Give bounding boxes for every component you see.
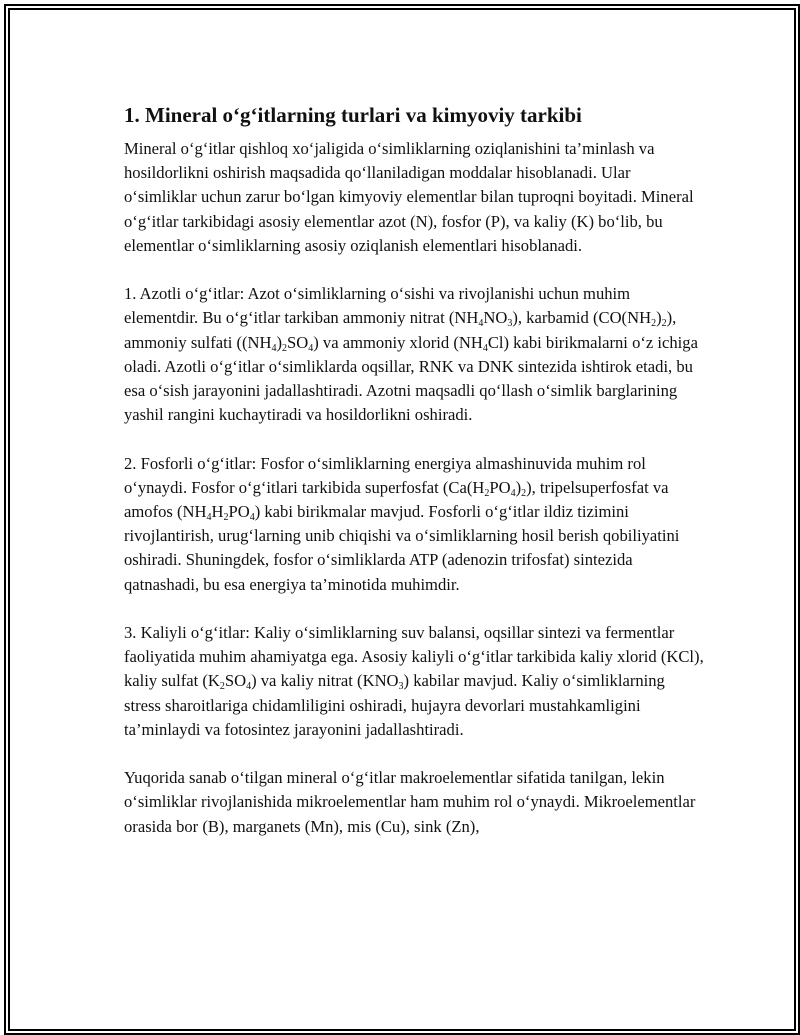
subscript: 4 — [271, 342, 277, 354]
document-body — [124, 100, 704, 863]
subscript: 4 — [249, 512, 255, 524]
subscript: 2 — [521, 487, 527, 499]
potassium-text: SO — [224, 671, 247, 691]
phosphorus-text: ) — [515, 477, 522, 497]
subscript: 3 — [398, 681, 404, 693]
phosphorus-text: PO — [489, 477, 511, 497]
potassium-text: ) kabilar mavjud. Kaliy o‘simliklarning stress sharoitlariga chidamliligini oshiradi, hujayra devorlari mustahkamligini ta’minlaydi va fotosintez jarayonini jadallashtiradi. — [124, 671, 665, 739]
subscript: 2 — [223, 512, 229, 524]
nitrogen-text: ), karbamid (CO(NH — [512, 308, 652, 328]
nitrogen-text: ) va ammoniy xlorid (NH — [313, 332, 483, 352]
subscript: 2 — [651, 318, 657, 330]
subscript: 4 — [308, 342, 314, 354]
potassium-text: 3. Kaliyli o‘g‘itlar: Kaliy o‘simliklarning suv balansi, oqsillar sintezi va fermentlar faoliyatida muhim ahamiyatga ega. Asosiy kaliyli o‘g‘itlar tarkibida kaliy xlorid (KCl), kaliy sulfat (K — [124, 623, 704, 691]
nitrogen-paragraph — [124, 282, 704, 427]
nitrogen-text: ), ammoniy sulfati ((NH — [124, 308, 677, 352]
phosphorus-text: H — [211, 502, 224, 522]
subscript: 4 — [206, 512, 212, 524]
nitrogen-text: ) — [276, 332, 283, 352]
subscript: 4 — [478, 318, 484, 330]
potassium-paragraph — [124, 621, 704, 742]
phosphorus-text: ) kabi birikmalar mavjud. Fosforli o‘g‘itlar ildiz tizimini rivojlantirish, urug‘larning unib chiqishi va o‘simliklarning hosil berish qobiliyatini oshiradi. Shuningdek, fosfor o‘simliklarda ATP (adenozin trifosfat) sintezida qatnashadi, bu esa energiya ta’minotida muhimdir. — [124, 502, 680, 594]
subscript: 4 — [510, 487, 516, 499]
closing-paragraph: Yuqorida sanab o‘tilgan mineral o‘g‘itlar makroelementlar sifatida tanilgan, lekin o‘simliklar rivojlanishida mikroelementlar ham muhim rol o‘ynaydi. Mikroelementlar orasida bor (B), marganets (Mn), mis (Cu), sink (Zn), — [124, 768, 696, 836]
subscript: 2 — [661, 318, 667, 330]
intro-paragraph: Mineral o‘g‘itlar qishloq xo‘jaligida o‘simliklarning oziqlanishini ta’minlash va hosildorlikni oshirish maqsadida qo‘llaniladigan moddalar hisoblanadi. Ular o‘simliklar uchun zarur bo‘lgan kimyoviy elementlar bilan tuproqni boyitadi. Mineral o‘g‘itlar tarkibidagi asosiy elementlar azot (N), fosfor (P), va kaliy (K) bo‘lib, bu elementlar o‘simliklarning asosiy oziqlanish elementlari hisoblanadi. — [124, 139, 694, 255]
subscript: 2 — [219, 681, 225, 693]
phosphorus-text: PO — [228, 502, 250, 522]
phosphorus-text: ), tripelsuperfosfat va amofos (NH — [124, 477, 669, 522]
subscript: 2 — [484, 487, 490, 499]
potassium-text: ) va kaliy nitrat (KNO — [251, 671, 399, 691]
subscript: 3 — [507, 318, 513, 330]
nitrogen-text: NO — [483, 308, 508, 328]
subscript: 2 — [282, 342, 288, 354]
nitrogen-text: Cl) kabi birikmalarni o‘z ichiga oladi. Azotli o‘g‘itlar o‘simliklarda oqsillar, RNK va DNK sintezida ishtirok etadi, bu esa o‘sish jarayonini jadallashtiradi. Azotni maqsadli qo‘llash o‘simlik barglarining yashil rangini kuchaytiradi va hosildorlikni oshiradi. — [124, 332, 698, 425]
page-border — [4, 4, 800, 1035]
subscript: 4 — [246, 681, 252, 693]
section-heading: 1. Mineral o‘g‘itlarning turlari va kimyoviy tarkibi — [124, 103, 582, 127]
subscript: 4 — [482, 342, 488, 354]
nitrogen-text: 1. Azotli o‘g‘itlar: Azot o‘simliklarning o‘sishi va rivojlanishi uchun muhim elementdir. Bu o‘g‘itlar tarkiban ammoniy nitrat (NH — [124, 284, 631, 328]
phosphorus-paragraph — [124, 452, 704, 597]
nitrogen-text: ) — [656, 308, 662, 328]
phosphorus-text: 2. Fosforli o‘g‘itlar: Fosfor o‘simliklarning energiya almashinuvida muhim rol o‘ynaydi. Fosfor o‘g‘itlari tarkibida superfosfat (Ca(H — [124, 453, 646, 497]
nitrogen-text: SO — [287, 332, 309, 352]
